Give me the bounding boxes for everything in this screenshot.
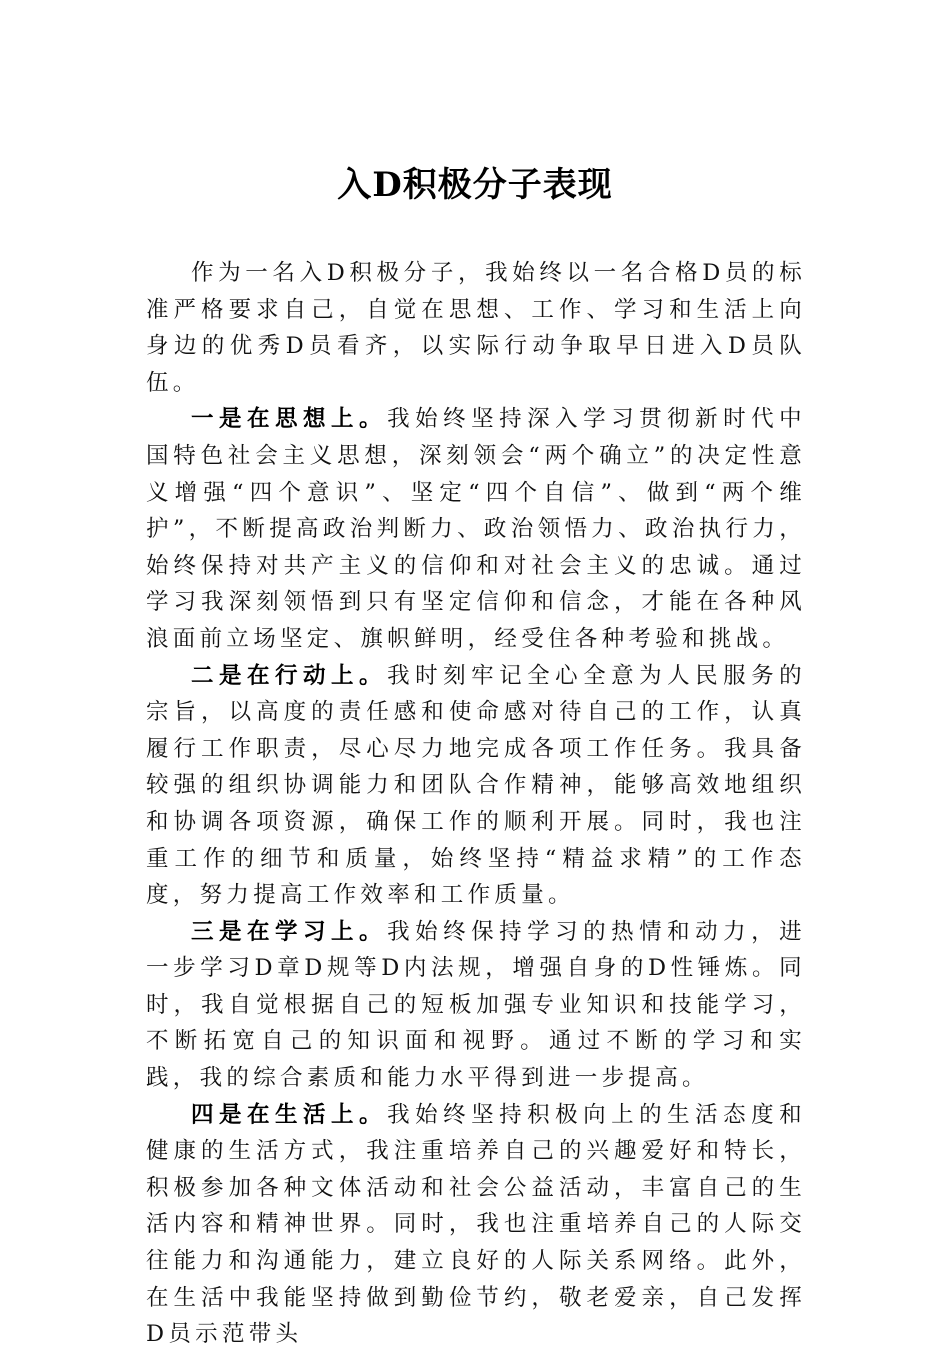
section-lead: 三是在学习上。	[191, 918, 388, 945]
section-text: 我始终坚持深入学习贯彻新时代中国特色社会主义思想，深刻领会“两个确立”的决定性意义增强“四个意识”、坚定“四个自信”、做到“两个维护”，不断提高政治判断力、政治领悟力、政治执行力，始终保持对共产主义的信仰和对社会主义的忠诚。通过学习我深刻领悟到只有坚定信仰和信念，才能在各种风浪面前立场坚定、旗帜鲜明，经受住各种考验和挑战。	[146, 406, 806, 652]
section-lead: 二是在行动上。	[191, 662, 388, 689]
section-paragraph-study	[146, 914, 806, 1097]
section-text: 我时刻牢记全心全意为人民服务的宗旨，以高度的责任感和使命感对待自己的工作，认真履行工作职责，尽心尽力地完成各项工作任务。我具备较强的组织协调能力和团队合作精神，能够高效地组织和协调各项资源，确保工作的顺利开展。同时，我也注重工作的细节和质量，始终坚持“精益求精”的工作态度，努力提高工作效率和工作质量。	[146, 662, 806, 909]
section-lead: 四是在生活上。	[191, 1101, 388, 1128]
section-lead: 一是在思想上。	[191, 406, 388, 433]
section-paragraph-action	[146, 658, 806, 914]
section-text: 我始终坚持积极向上的生活态度和健康的生活方式，我注重培养自己的兴趣爱好和特长，积极参加各种文体活动和社会公益活动，丰富自己的生活内容和精神世界。同时，我也注重培养自己的人际交往能力和沟通能力，建立良好的人际关系网络。此外，在生活中我能坚持做到勤俭节约，敬老爱亲，自己发挥D员示范带头	[146, 1101, 806, 1348]
document-title: 入D积极分子表现	[337, 165, 613, 205]
section-text: 我始终保持学习的热情和动力，进一步学习D章D规等D内法规，增强自身的D性锤炼。同时，我自觉根据自己的短板加强专业知识和技能学习，不断拓宽自己的知识面和视野。通过不断的学习和实践，我的综合素质和能力水平得到进一步提高。	[146, 918, 806, 1092]
section-paragraph-life	[146, 1097, 806, 1353]
document-body	[146, 255, 806, 1353]
section-paragraph-thought	[146, 401, 806, 657]
intro-paragraph: 作为一名入D积极分子，我始终以一名合格D员的标准严格要求自己，自觉在思想、工作、学习和生活上向身边的优秀D员看齐，以实际行动争取早日进入D员队伍。	[146, 260, 806, 396]
